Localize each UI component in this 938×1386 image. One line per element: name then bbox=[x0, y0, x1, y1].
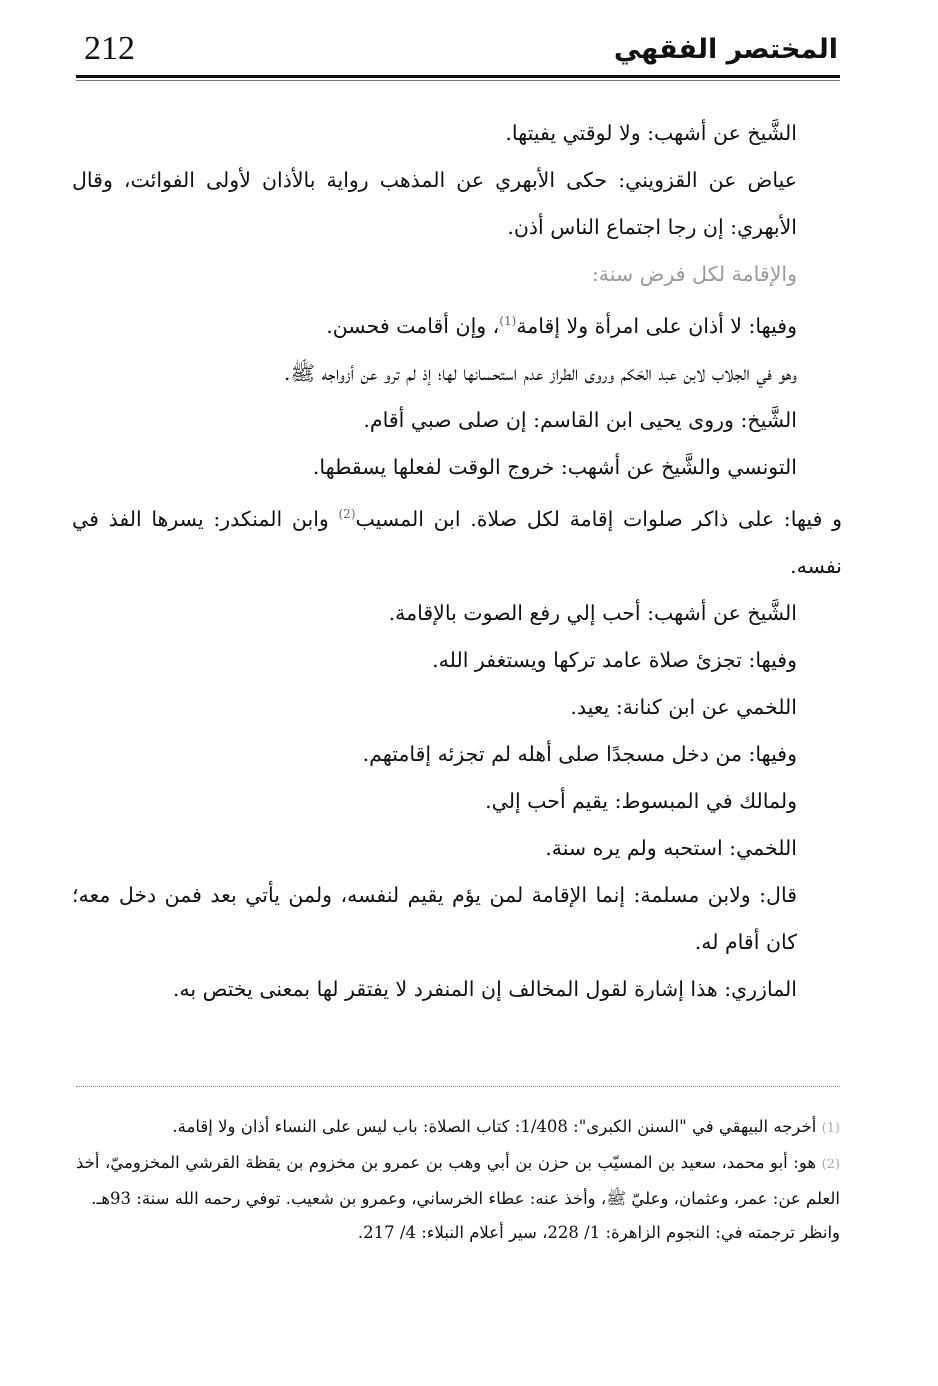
text: ، وإن أقامت فحسن. bbox=[326, 313, 500, 338]
paragraph: التونسي والشَّيخ عن أشهب: خروج الوقت لفعلها يسقطها. bbox=[312, 454, 797, 479]
paragraph: اللخمي: استحبه ولم يره سنة. bbox=[545, 835, 797, 860]
header-rule bbox=[76, 75, 840, 78]
section-heading: والإقامة لكل فرض سنة: bbox=[591, 262, 797, 286]
page-number: 212 bbox=[84, 30, 135, 67]
book-title: المختصر الفقهي bbox=[613, 34, 838, 65]
paragraph: وفيها: من دخل مسجدًا صلى أهله لم تجزئه إقامتهم. bbox=[362, 741, 797, 766]
paragraph: ولمالك في المبسوط: يقيم أحب إلي. bbox=[485, 788, 797, 813]
paragraph bbox=[72, 298, 842, 350]
footnote bbox=[76, 1110, 840, 1146]
footnotes bbox=[76, 1110, 840, 1250]
text: و فيها: على ذاكر صلوات إقامة لكل صلاة. ابن المسيب bbox=[355, 506, 842, 531]
footnote-marker: (1) bbox=[821, 1121, 840, 1136]
text: وابن المنكدر: يسرها الفذ في نفسه. bbox=[72, 506, 842, 578]
header-rule-thin bbox=[76, 80, 840, 81]
main-text bbox=[72, 110, 842, 1013]
paragraph bbox=[72, 491, 842, 590]
footnote-reference: (1) bbox=[499, 314, 517, 328]
text: وفيها: لا أذان على امرأة ولا إقامة bbox=[516, 313, 797, 338]
paragraph: الشَّيخ عن أشهب: أحب إلي رفع الصوت بالإقامة. bbox=[388, 600, 797, 625]
footnote-reference: (2) bbox=[338, 506, 356, 521]
footnote-marker: (2) bbox=[821, 1157, 840, 1172]
paragraph: وفيها: تجزئ صلاة عامد تركها ويستغفر الله. bbox=[432, 647, 797, 672]
page-header bbox=[76, 30, 840, 72]
footnote-separator bbox=[76, 1086, 840, 1087]
paragraph: الشَّيخ عن أشهب: ولا لوقتي يفيتها. bbox=[505, 121, 797, 145]
footnote-text: هو: أبو محمد، سعيد بن المسيّب بن حزن بن أبي وهب بن عمرو بن مخزوم بن يقظة القرشي المخزوميّ، أخذ العلم عن: عمر، وعثمان، وعليّ ﷺ، وأخذ عنه: عطاء الخرساني، وعمرو بن شعيب. توفي رحمه الله سنة: 93هـ. bbox=[76, 1153, 840, 1208]
paragraph: قال: ولابن مسلمة: إنما الإقامة لمن يؤم يقيم لنفسه، ولمن يأتي بعد فمن دخل معه؛ كان أقام له. bbox=[72, 882, 797, 954]
footnote bbox=[76, 1146, 840, 1216]
footnote-text: أخرجه البيهقي في "السنن الكبرى": 1/408: كتاب الصلاة: باب ليس على النساء أذان ولا إقامة. bbox=[172, 1117, 817, 1136]
footnote: وانظر ترجمته في: النجوم الزاهرة: 1/ 228، سير أعلام النبلاء: 4/ 217. bbox=[357, 1223, 840, 1242]
paragraph: وهو في الجلاب لابن عبد الحَكم وروى الطراز عدم استحسانها لها؛ إذ لم ترو عن أزواجه ﷺ. bbox=[283, 360, 797, 385]
paragraph: الشَّيخ: وروى يحيى ابن القاسم: إن صلى صبي أقام. bbox=[363, 407, 797, 432]
paragraph: عياض عن القزويني: حكى الأبهري عن المذهب رواية بالأذان لأولى الفوائت، وقال الأبهري: إن رجا اجتماع الناس أذن. bbox=[72, 168, 797, 239]
paragraph: اللخمي عن ابن كنانة: يعيد. bbox=[570, 694, 797, 719]
paragraph: المازري: هذا إشارة لقول المخالف إن المنفرد لا يفتقر لها بمعنى يختص به. bbox=[172, 976, 797, 1001]
